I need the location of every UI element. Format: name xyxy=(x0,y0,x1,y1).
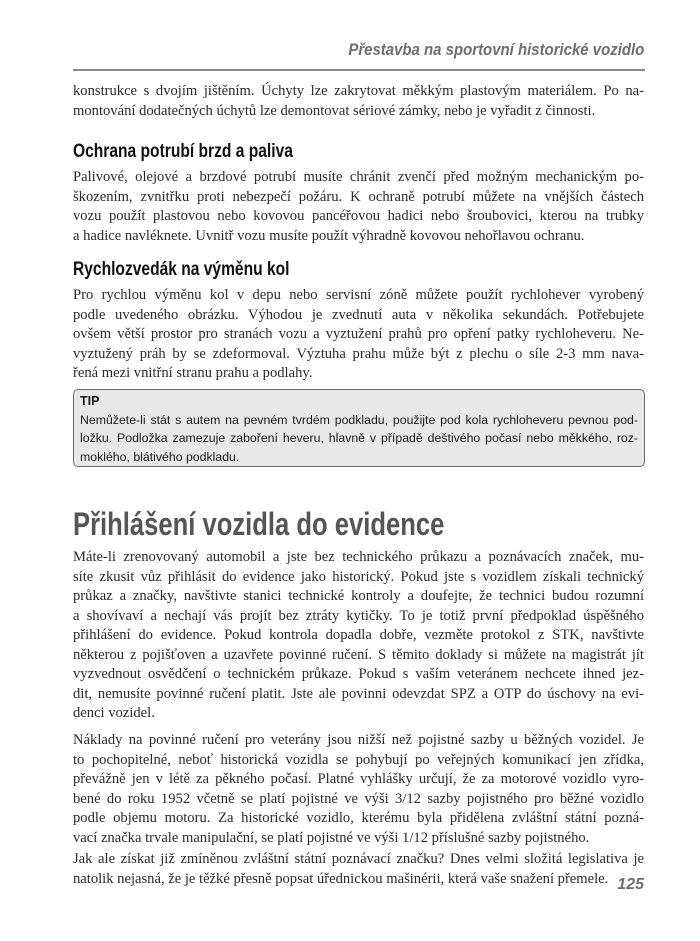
text-line: Náklady na povinné ručení pro veterány jsou nižší než pojistné sazby u běžných vozidel. Je xyxy=(73,732,644,748)
text-line: Pro rychlou výměnu kol v depu nebo servisní zóně můžete použít rychlohever vyrobený xyxy=(73,287,644,303)
text-line: přihlášení do evidence. Pokud kontrola dopadla dobře, vezměte protokol z STK, navštivte xyxy=(73,627,644,643)
running-header: Přestavba na sportovní historické vozidlo xyxy=(348,40,644,59)
tip-text xyxy=(80,411,638,467)
paragraph-jack xyxy=(73,286,644,384)
text-line: bené do roku 1952 včetně se platí pojistné ve výši 3/12 sazby pojistného pro běžné vozidlo xyxy=(73,790,644,807)
text-line: Nemůžete-li stát s autem na pevném tvrdém podkladu, použijte pod kola rychloheveru pevnou pod- xyxy=(80,412,638,427)
text-line: škozením, zvnitřku proti nebezpečí požáru. K ochraně potrubí můžete na vnějších částech xyxy=(73,188,644,205)
text-line: některou z pojišťoven a uzavřete povinné ručení. S těmito doklady si můžete na magistrát jít xyxy=(73,646,644,663)
text-line: ovšem větší prostor pro stranách vozu a vyztužení prahů pro opření patky rychloheveru. Ne- xyxy=(73,326,644,342)
paragraph-license-plate xyxy=(73,850,644,889)
paragraph-intro xyxy=(73,82,644,121)
text-line: a shovívaví a nechají vás projít bez ztráty kytičky. To je totiž první předpoklad úspěšného xyxy=(73,607,644,624)
text-line: vozu použít plastovou nebo kovovou pancéřovou hadici nebo šroubovici, kterou na trubky xyxy=(73,208,644,224)
section-heading-brakes: Ochrana potrubí brzd a paliva xyxy=(73,141,293,162)
chapter-heading: Přihlášení vozidla do evidence xyxy=(73,506,445,542)
text-line: Máte-li zrenovovaný automobil a jste bez technického průkazu a poznávacích značek, mu- xyxy=(73,549,644,565)
page-number: 125 xyxy=(617,876,644,893)
text-line: vací značka trvale manipulační, se platí pojistné ve výši 1/12 příslušné sazby pojistného. xyxy=(73,829,590,846)
header-rule xyxy=(73,69,645,71)
text-line: řená mezi vnitřní stranu prahu a podlahy. xyxy=(73,365,313,381)
text-line: ložku. Podložka zamezuje zaboření heveru, hlavně v případě deštivého počasí nebo měkkého, roz- xyxy=(80,431,638,445)
text-line: moklého, blátivého podkladu. xyxy=(80,449,240,464)
paragraph-registration xyxy=(73,548,644,724)
paragraph-insurance xyxy=(73,731,644,848)
text-line: průkaz a značky, navštivte stanici technické kontroly a doufejte, že technici budou rozumní xyxy=(73,588,644,604)
text-line: konstrukce s dvojím jištěním. Úchyty lze zakrytovat měkkým plastovým materiálem. Po na- xyxy=(73,83,644,99)
text-line: a hadice navléknete. Uvnitř vozu musíte použít výhradně kovovou nehořlavou ochranu. xyxy=(73,227,585,244)
text-line: natolik nejasná, že je těžké přesně popsat úřednickou mašinérii, která vaše snažení přemele. xyxy=(73,870,609,887)
text-line: převážně jen v létě za pěkného počasí. Platné vyhlášky určují, že za motorové vozidlo vyro- xyxy=(73,771,644,787)
text-line: Palivové, olejové a brzdové potrubí musíte chránit zvenčí před možným mechanickým po- xyxy=(73,169,644,185)
section-heading-jack: Rychlozvedák na výměnu kol xyxy=(73,259,290,280)
text-line: síte zkusit vůz přihlásit do evidence jako historický. Pokud jste s vozidlem získali technický xyxy=(73,568,644,585)
text-line: podle objemu motoru. Za historické vozidlo, kterému byla přidělena zvláštní státní pozná- xyxy=(73,810,644,826)
text-line: denci vozidel. xyxy=(73,705,155,721)
paragraph-brakes xyxy=(73,168,644,246)
text-line: vyzvednout osvědčení o technickém průkaze. Pokud s vaším veteránem nechcete ihned jez- xyxy=(73,666,644,682)
text-line: vyztužený práh by se zdeformoval. Výztuha prahu může být z plechu o síle 2-3 mm nava- xyxy=(73,345,644,362)
text-line: to pochopitelné, neboť historická vozidla se pohybují po veřejných komunikací jen zřídka, xyxy=(73,751,644,768)
tip-box xyxy=(73,389,645,467)
text-line: montování dodatečných úchytů lze demontovat sériové zámky, nebo je vyřadit z činnosti. xyxy=(73,102,596,119)
tip-label: TIP xyxy=(80,394,100,408)
text-line: podle uvedeného obrázku. Výhodou je zvednutí auta v několika sekundách. Potřebujete xyxy=(73,306,644,323)
text-line: Jak ale získat již zmíněnou zvláštní státní poznávací značku? Dnes velmi složitá legislativa je xyxy=(73,851,644,867)
text-line: dit, nemusíte povinné ručení platit. Jste ale povinni odevzdat SPZ a OTP do úschovy na evi- xyxy=(73,685,644,702)
